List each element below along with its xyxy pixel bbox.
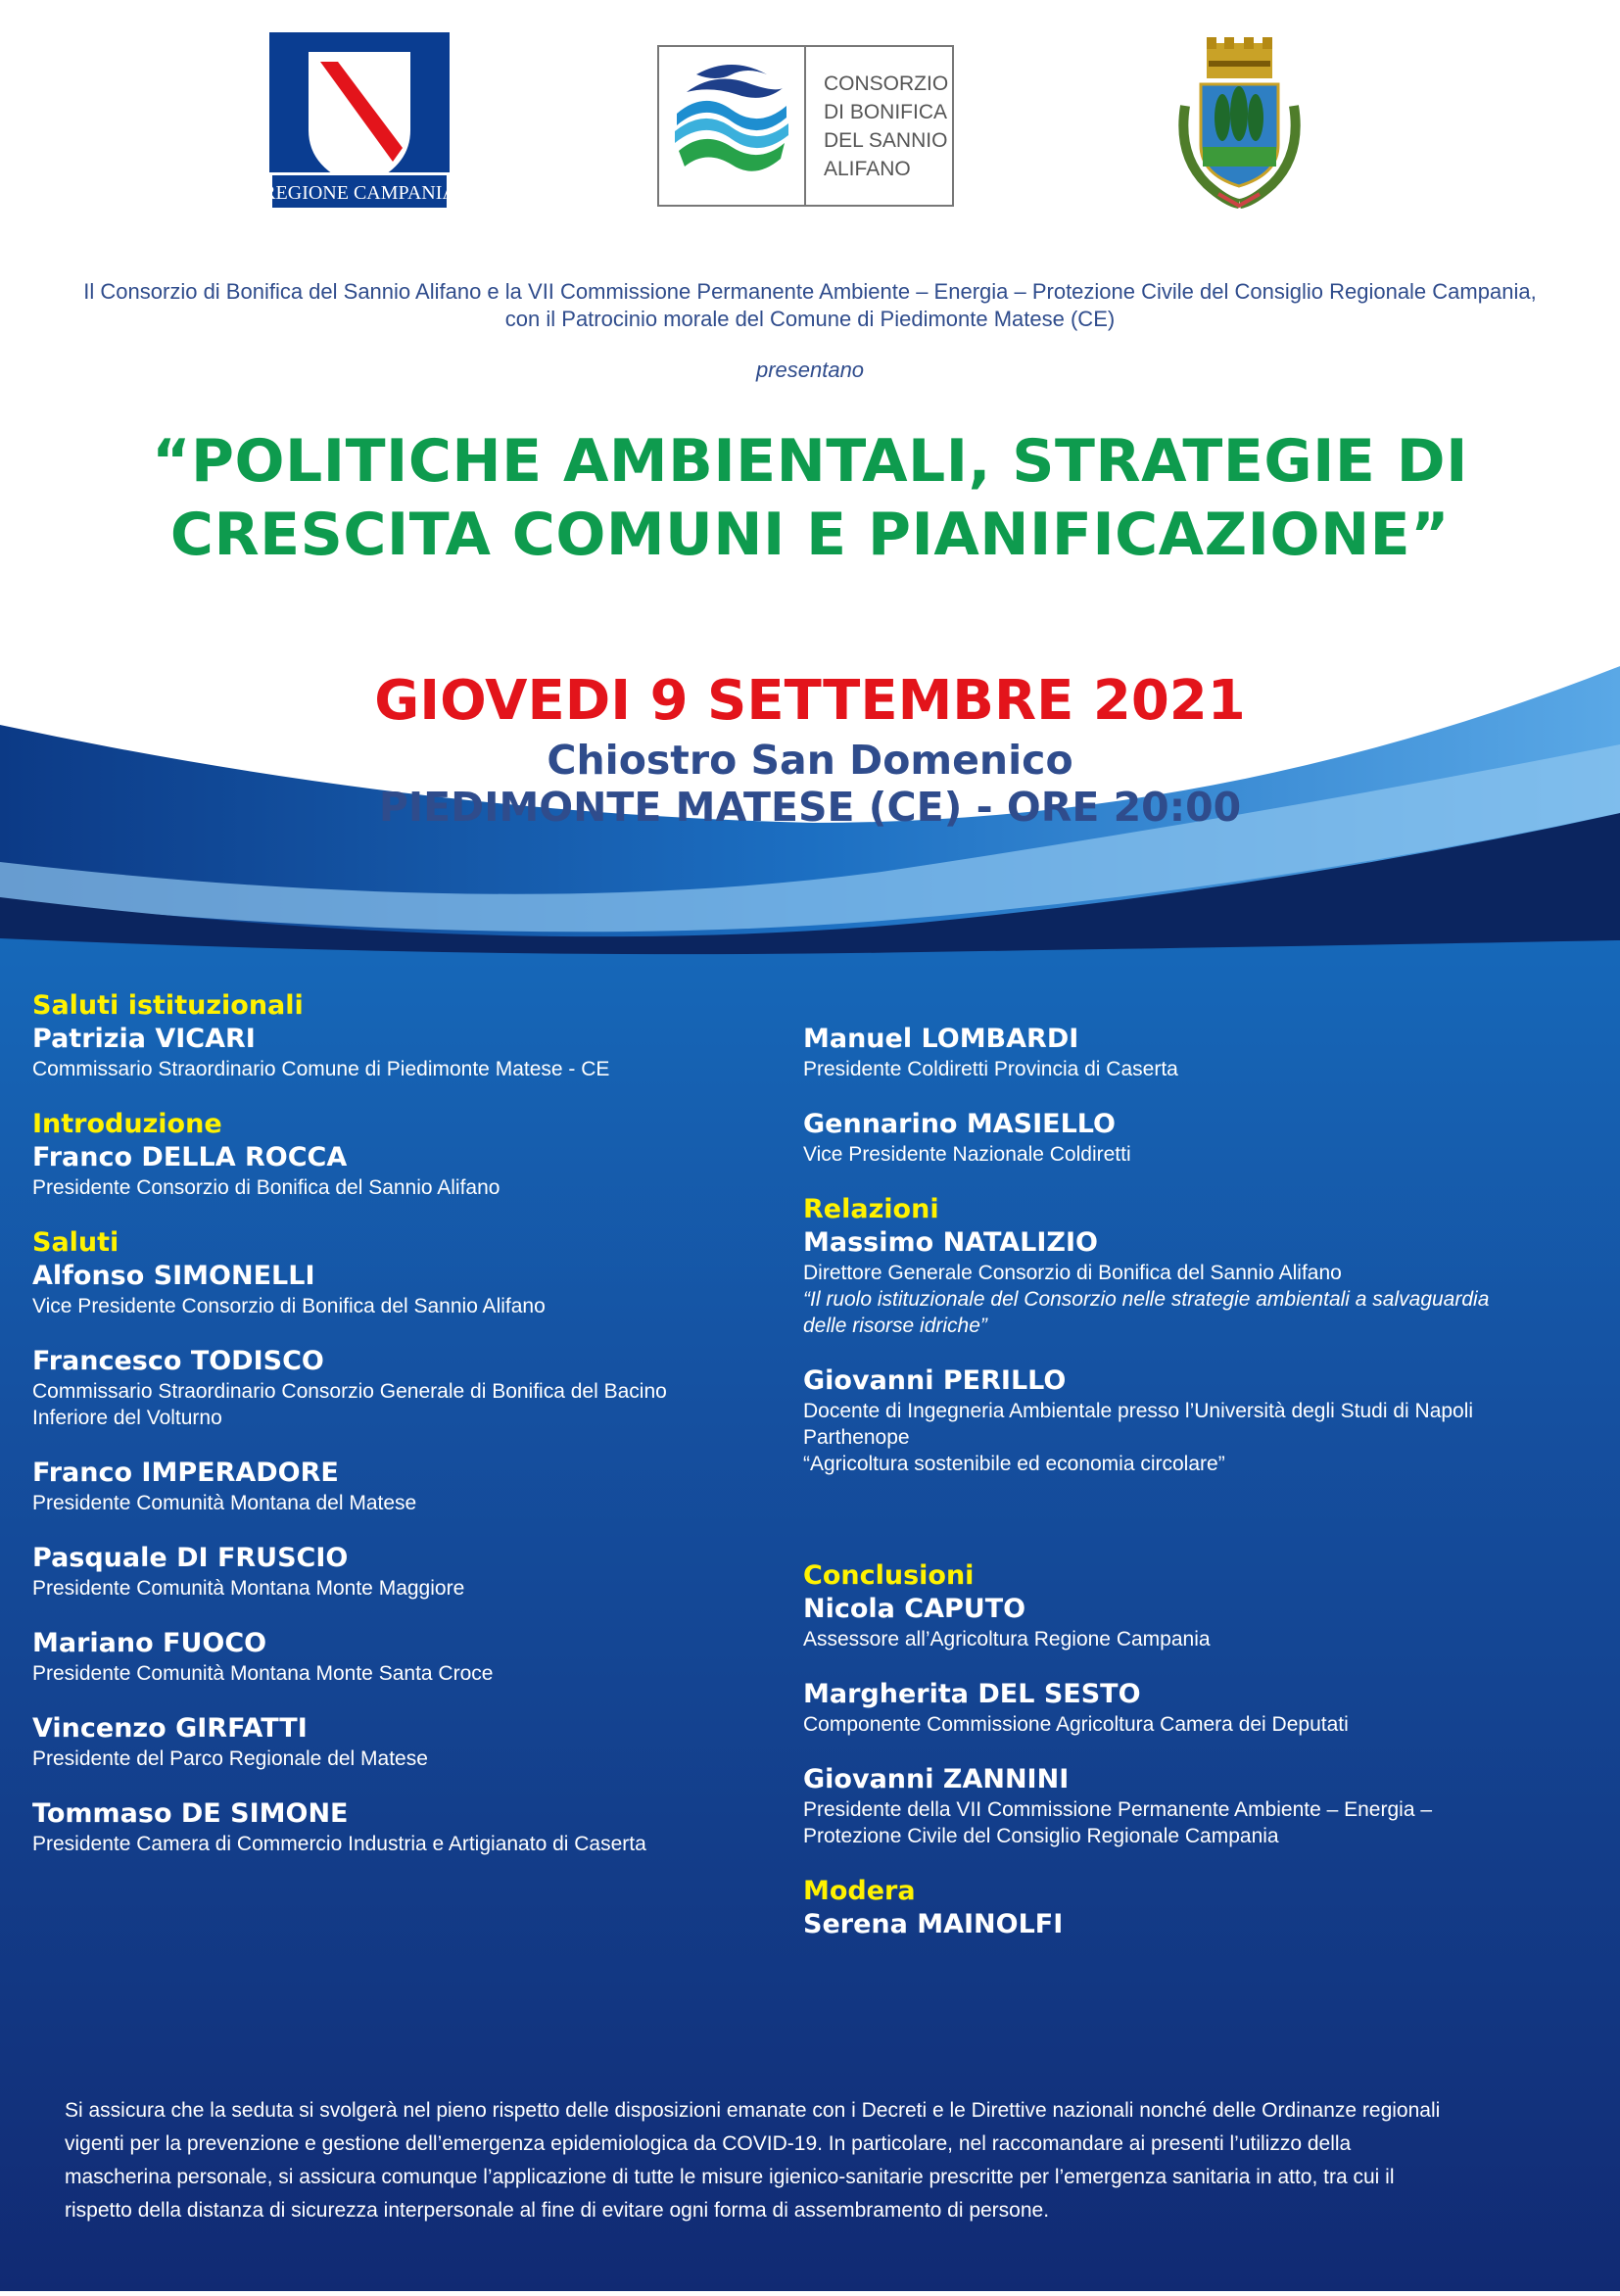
speaker-role: Commissario Straordinario Consorzio Generale di Bonifica del Bacino <box>32 1380 667 1403</box>
event-title-line-1: “POLITICHE AMBIENTALI, STRATEGIE DI <box>152 427 1468 496</box>
disclaimer-line-3: mascherina personale, si assicura comunque l’applicazione di tutte le misure igienico-sanitarie prescritte per l’emergenza sanitaria in atto, tra cui il <box>65 2166 1395 2188</box>
speaker-role: Presidente Comunità Montana Monte Santa Croce <box>32 1662 494 1685</box>
speaker-block <box>32 1226 777 1319</box>
speaker-role: Vice Presidente Nazionale Coldiretti <box>803 1143 1131 1166</box>
intro-line-2: con il Patrocinio morale del Comune di Piedimonte Matese (CE) <box>504 307 1116 331</box>
speaker-name: Franco DELLA ROCCA <box>32 1142 348 1172</box>
section-heading: Conclusioni <box>803 1560 975 1591</box>
speaker-block <box>803 1364 1587 1477</box>
speakers-right-column <box>803 1023 1587 1967</box>
speaker-block <box>32 1457 777 1516</box>
speaker-block <box>803 1193 1587 1339</box>
speaker-name: Giovanni PERILLO <box>803 1365 1067 1396</box>
section-heading: Introduzione <box>32 1109 222 1139</box>
consorzio-logo <box>657 45 954 207</box>
speaker-role: Presidente Consorzio di Bonifica del Sannio Alifano <box>32 1176 500 1199</box>
speaker-block <box>32 1345 777 1431</box>
speaker-name: Vincenzo GIRFATTI <box>32 1713 308 1744</box>
comune-crest-logo <box>1167 37 1311 210</box>
consorzio-line-4: ALIFANO <box>824 158 911 180</box>
consorzio-line-2: DI BONIFICA <box>824 101 948 123</box>
speaker-name: Patrizia VICARI <box>32 1024 256 1054</box>
speaker-block <box>803 1023 1587 1082</box>
disclaimer-line-2: vigenti per la prevenzione e gestione dell’emergenza epidemiologica da COVID-19. In particolare, nel raccomandare ai presenti l’utilizzo della <box>65 2132 1352 2155</box>
speaker-block <box>32 1542 777 1602</box>
section-heading: Saluti istituzionali <box>32 990 304 1021</box>
presentano-label: presentano <box>755 358 865 382</box>
speaker-name: Mariano FUOCO <box>32 1628 267 1658</box>
speaker-role: Docente di Ingegneria Ambientale presso l’Università degli Studi di Napoli <box>803 1400 1474 1422</box>
covid-disclaimer <box>65 2094 1573 2227</box>
speaker-block <box>803 1678 1587 1738</box>
consorzio-line-3: DEL SANNIO <box>824 129 948 152</box>
speaker-role-line-2: Parthenope <box>803 1426 910 1449</box>
speaker-name: Massimo NATALIZIO <box>803 1227 1099 1258</box>
event-place-time: PIEDIMONTE MATESE (CE) - ORE 20:00 <box>378 784 1242 831</box>
speaker-name: Gennarino MASIELLO <box>803 1109 1116 1139</box>
speaker-role: Assessore all’Agricoltura Regione Campania <box>803 1628 1211 1650</box>
speaker-role: Presidente del Parco Regionale del Matese <box>32 1747 428 1770</box>
speaker-role: Presidente della VII Commissione Permanente Ambiente – Energia – <box>803 1798 1433 1821</box>
speaker-role: Componente Commissione Agricoltura Camera dei Deputati <box>803 1713 1349 1736</box>
event-title-line-2: CRESCITA COMUNI E PIANIFICAZIONE” <box>169 501 1451 569</box>
speaker-role: Presidente Camera di Commercio Industria e Artigianato di Caserta <box>32 1833 646 1855</box>
speaker-name: Alfonso SIMONELLI <box>32 1261 315 1291</box>
speaker-role: Presidente Coldiretti Provincia di Caserta <box>803 1058 1178 1080</box>
speaker-name: Serena MAINOLFI <box>803 1909 1064 1939</box>
talk-title: “Agricoltura sostenibile ed economia circolare” <box>803 1453 1225 1475</box>
disclaimer-line-4: rispetto della distanza di sicurezza interpersonale al fine di evitare ogni forma di assembramento di persone. <box>65 2199 1050 2222</box>
event-venue: Chiostro San Domenico <box>547 737 1073 784</box>
speaker-block <box>32 1712 777 1772</box>
speaker-role-line-2: Inferiore del Volturno <box>32 1407 222 1429</box>
regione-campania-logo <box>269 32 450 211</box>
speaker-block <box>803 1108 1587 1168</box>
speaker-block <box>803 1559 1587 1652</box>
speaker-name: Giovanni ZANNINI <box>803 1764 1070 1794</box>
speaker-name: Nicola CAPUTO <box>803 1594 1026 1624</box>
speakers-left-column <box>32 989 777 1883</box>
speaker-role-line-2: Protezione Civile del Consiglio Regionale Campania <box>803 1825 1279 1847</box>
consorzio-line-1: CONSORZIO <box>824 72 949 95</box>
speaker-name: Franco IMPERADORE <box>32 1458 339 1488</box>
speaker-block <box>32 1108 777 1201</box>
section-heading: Saluti <box>32 1227 119 1258</box>
speaker-block <box>803 1875 1587 1941</box>
regione-campania-label: REGIONE CAMPANIA <box>269 182 450 204</box>
disclaimer-line-1: Si assicura che la seduta si svolgerà nel pieno rispetto delle disposizioni emanate con i Decreti e le Direttive nazionali nonché delle Ordinanze regionali <box>65 2099 1441 2122</box>
speaker-role: Presidente Comunità Montana Monte Maggiore <box>32 1577 465 1600</box>
speaker-block <box>32 1627 777 1687</box>
speaker-role: Presidente Comunità Montana del Matese <box>32 1492 417 1514</box>
speaker-name: Pasquale DI FRUSCIO <box>32 1543 349 1573</box>
intro-line-1: Il Consorzio di Bonifica del Sannio Alifano e la VII Commissione Permanente Ambiente – Energia – Protezione Civile del Consiglio Regionale Campania, <box>83 279 1537 304</box>
speaker-role: Vice Presidente Consorzio di Bonifica del Sannio Alifano <box>32 1295 546 1317</box>
speaker-role: Direttore Generale Consorzio di Bonifica del Sannio Alifano <box>803 1262 1342 1284</box>
speaker-block <box>803 1763 1587 1849</box>
speaker-block <box>32 989 777 1082</box>
talk-title-line-1: “Il ruolo istituzionale del Consorzio nelle strategie ambientali a salvaguardia <box>803 1288 1490 1311</box>
speaker-name: Margherita DEL SESTO <box>803 1679 1141 1709</box>
speaker-name: Tommaso DE SIMONE <box>32 1798 349 1829</box>
speaker-name: Francesco TODISCO <box>32 1346 324 1376</box>
section-heading: Relazioni <box>803 1194 939 1224</box>
event-title <box>0 425 1620 572</box>
speaker-block <box>32 1797 777 1857</box>
event-date: GIOVEDI 9 SETTEMBRE 2021 <box>374 669 1246 733</box>
speaker-name: Manuel LOMBARDI <box>803 1024 1079 1054</box>
section-heading: Modera <box>803 1876 916 1906</box>
speaker-role: Commissario Straordinario Comune di Piedimonte Matese - CE <box>32 1058 610 1080</box>
talk-title-line-2: delle risorse idriche” <box>803 1315 987 1337</box>
